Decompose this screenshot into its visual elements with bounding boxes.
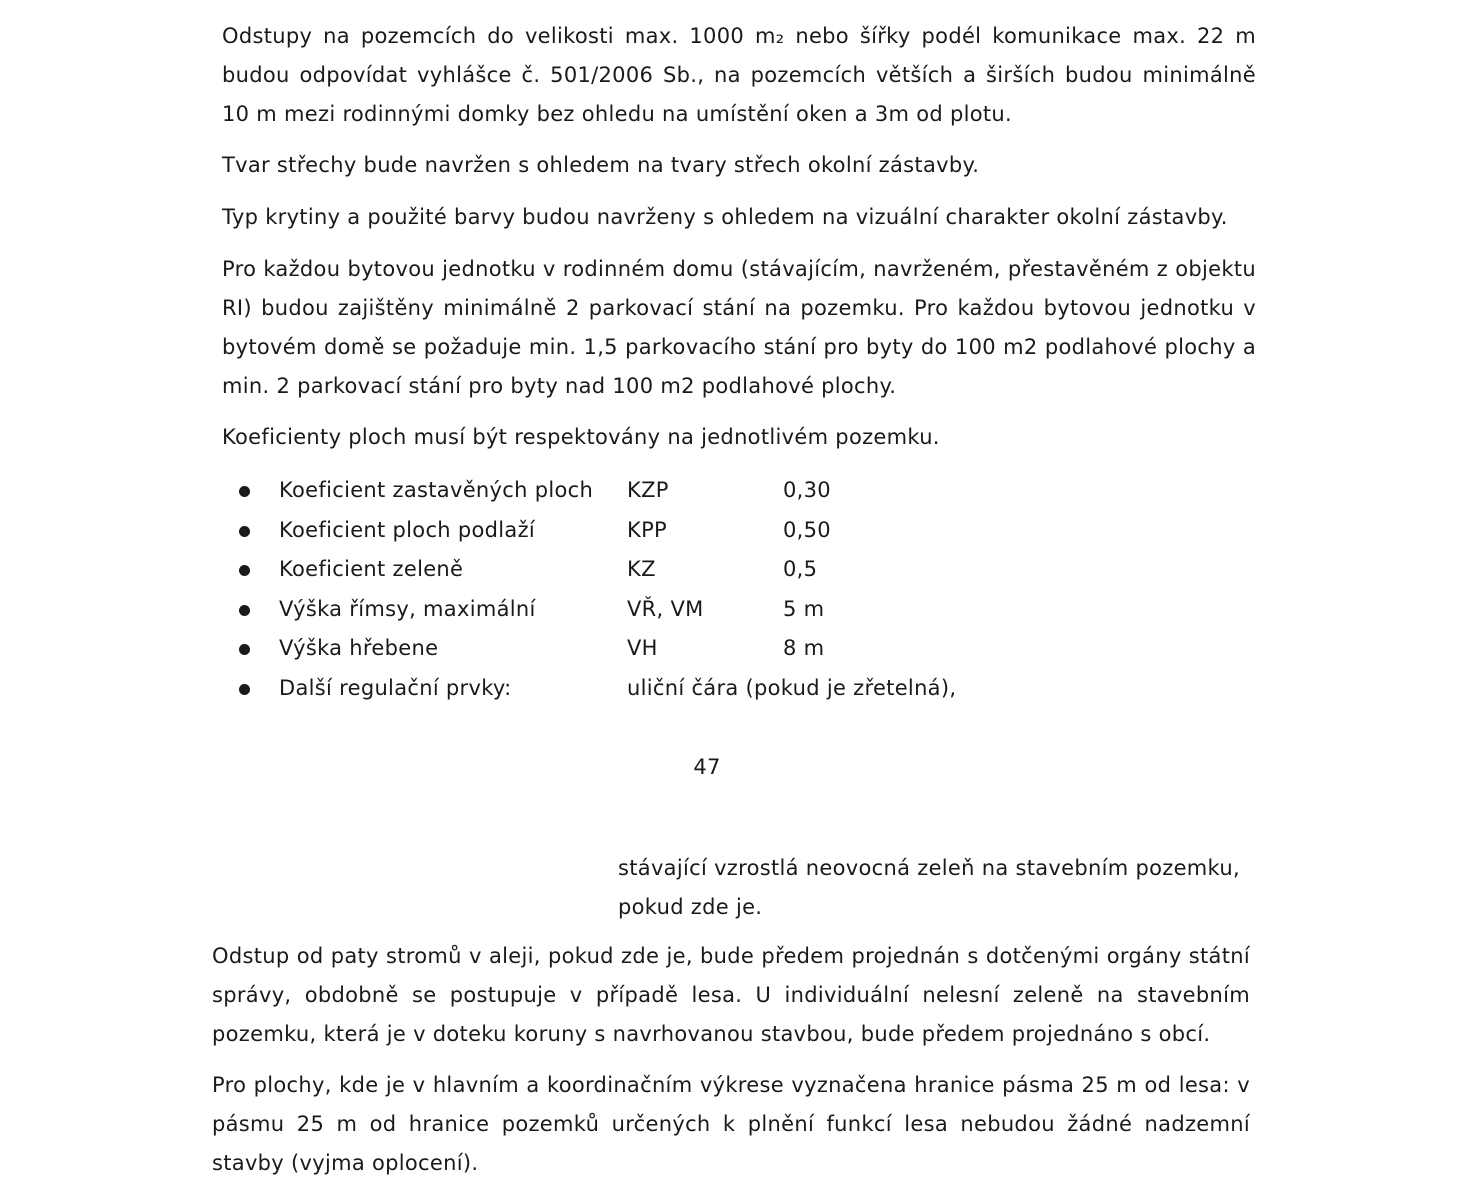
paragraph-setbacks: Odstupy na pozemcích do velikosti max. 1000 m₂ nebo šířky podél komunikace max. 22 m budou odpovídat vyhlášce č. 501/2006 Sb., na pozemcích větších a širších budou minimálně 10 m mezi rodinnými domky bez ohledu na umístění oken a 3m od plotu. [222, 24, 1256, 126]
bullet-icon [239, 644, 250, 655]
list-item [222, 511, 1256, 551]
coefficient-label: Koeficient zeleně [279, 557, 464, 582]
list-continuation [618, 849, 1258, 927]
coefficient-label: Další regulační prvky: [279, 675, 512, 700]
paragraph-roofing-type: Typ krytiny a použité barvy budou navrženy s ohledem na vizuální charakter okolní zástavby. [222, 205, 1228, 229]
coefficient-abbreviation: uliční čára (pokud je zřetelná), [627, 675, 957, 700]
coefficient-list [222, 471, 1256, 709]
page-number: 47 [693, 755, 721, 779]
bullet-icon [239, 605, 250, 616]
paragraph-forest-zone: Pro plochy, kde je v hlavním a koordinačním výkrese vyznačena hranice pásma 25 m od lesa: v pásmu 25 m od hranice pozemků určených k plnění funkcí lesa nebudou žádné nadzemní stavby (vyjma oplocení). [212, 1073, 1250, 1175]
paragraph-tree-setback: Odstup od paty stromů v aleji, pokud zde je, bude předem projednán s dotčenými orgány státní správy, obdobně se postupuje v případě lesa. U individuální nelesní zeleně na stavebním pozemku, která je v doteku koruny s navrhovanou stavbou, bude předem projednáno s obcí. [212, 944, 1250, 1046]
bullet-icon [239, 526, 250, 537]
paragraph-coefficients-intro: Koeficienty ploch musí být respektovány na jednotlivém pozemku. [222, 425, 940, 449]
coefficient-abbreviation: KPP [627, 517, 667, 542]
continuation-line: pokud zde je. [618, 895, 763, 919]
coefficient-label: Koeficient zastavěných ploch [279, 478, 594, 502]
coefficient-label: Výška hřebene [279, 636, 439, 661]
coefficient-value: 5 m [783, 596, 825, 621]
list-item [222, 590, 1256, 630]
paragraph-parking: Pro každou bytovou jednotku v rodinném domu (stávajícím, navrženém, přestavěném z objektu RI) budou zajištěny minimálně 2 parkovací stání na pozemku. Pro každou bytovou jednotku v bytovém domě se požaduje min. 1,5 parkovacího stání pro byty do 100 m2 podlahové plochy a min. 2 parkovací stání pro byty nad 100 m2 podlahové plochy. [222, 257, 1256, 398]
bullet-icon [239, 684, 250, 695]
list-item [222, 471, 1256, 511]
list-item [222, 550, 1256, 590]
coefficient-label: Výška římsy, maximální [279, 596, 536, 621]
coefficient-abbreviation: VŘ, VM [627, 596, 704, 621]
coefficient-value: 0,30 [783, 478, 831, 502]
coefficient-label: Koeficient ploch podlaží [279, 517, 536, 542]
coefficient-value: 0,5 [783, 557, 818, 582]
coefficient-abbreviation: KZP [627, 478, 669, 502]
coefficient-abbreviation: KZ [627, 557, 656, 582]
list-item [222, 669, 1256, 709]
bullet-icon [239, 486, 250, 497]
coefficient-value: 0,50 [783, 517, 831, 542]
continuation-line: stávající vzrostlá neovocná zeleň na stavebním pozemku, [618, 856, 1240, 880]
list-item [222, 629, 1256, 669]
coefficient-value: 8 m [783, 636, 825, 661]
coefficient-abbreviation: VH [627, 636, 658, 661]
bullet-icon [239, 565, 250, 576]
paragraph-roof-shape: Tvar střechy bude navržen s ohledem na tvary střech okolní zástavby. [222, 153, 980, 177]
